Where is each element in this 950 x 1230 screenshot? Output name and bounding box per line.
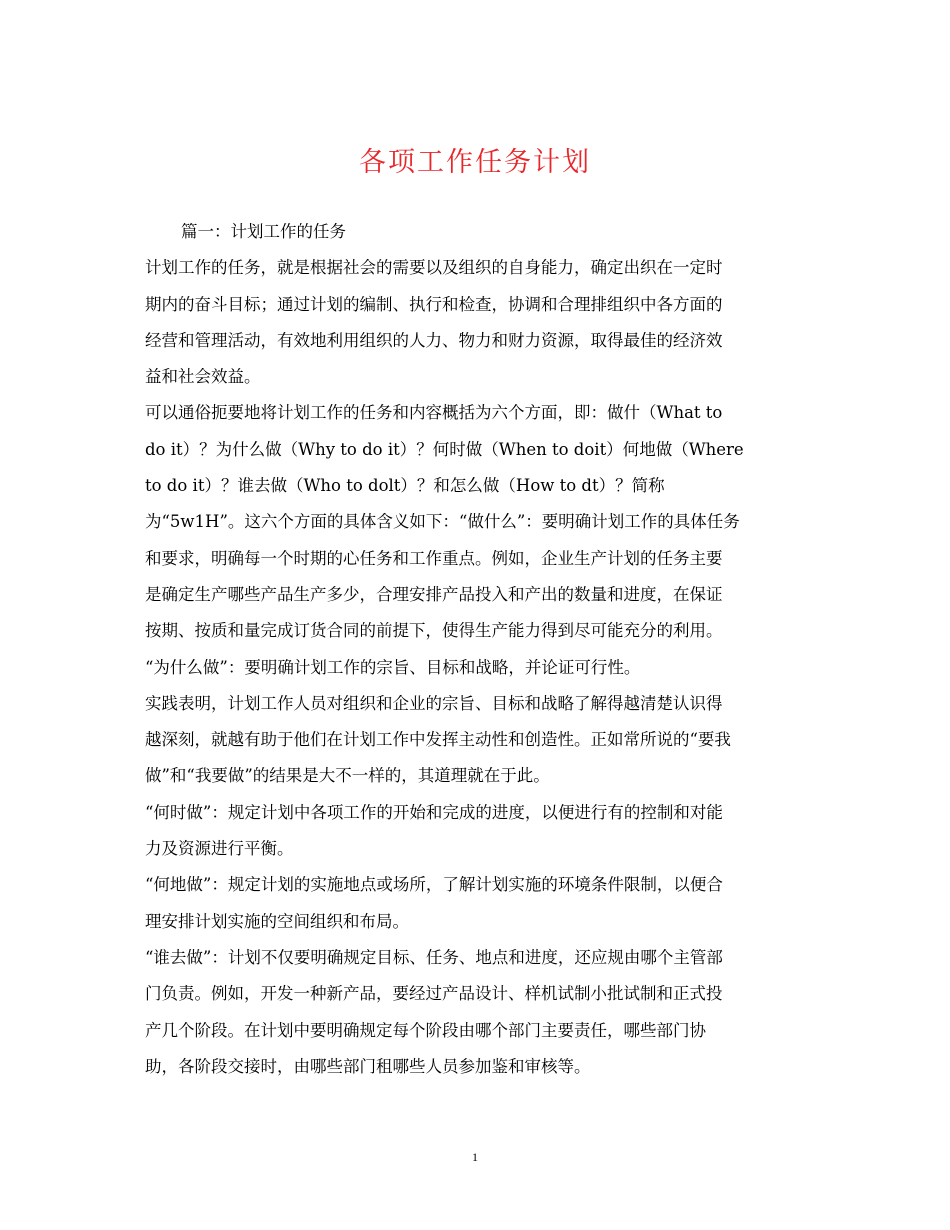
paragraph-line: 按期、按质和量完成订货合同的前提下，使得生产能力得到尽可能充分的利用。 <box>145 621 723 641</box>
paragraph-line: 可以通俗扼要地将计划工作的任务和内容概括为六个方面，即：做什（What to <box>145 403 723 423</box>
paragraph-line: to do it）？谁去做（Who to dolt）？和怎么做（How to dt）？简称 <box>145 476 665 496</box>
paragraph-line: 越深刻，就越有助于他们在计划工作中发挥主动性和创造性。正如常所说的“要我 <box>145 730 731 750</box>
paragraph-line: 为“5w1H”。这六个方面的具体含义如下：“做什么”：要明确计划工作的具体任务 <box>145 512 740 532</box>
paragraph-line: 理安排计划实施的空间组织和布局。 <box>145 911 409 931</box>
paragraph-line: 是确定生产哪些产品生产多少，合理安排产品投入和产出的数量和进度，在保证 <box>145 584 723 604</box>
paragraph-line: “何时做”：规定计划中各项工作的开始和完成的进度，以便进行有的控制和对能 <box>145 802 723 822</box>
section-heading: 篇一：计划工作的任务 <box>181 222 346 241</box>
paragraph-line: 力及资源进行平衡。 <box>145 839 294 859</box>
paragraph-line: 益和社会效益。 <box>145 367 261 387</box>
paragraph-line: 实践表明，计划工作人员对组织和企业的宗旨、目标和战略了解得越清楚认识得 <box>145 693 723 713</box>
paragraph-line: 门负责。例如，开发一种新产品，要经过产品设计、样机试制小批试制和正式投 <box>145 984 723 1004</box>
paragraph-line: 和要求，明确每一个时期的心任务和工作重点。例如，企业生产计划的任务主要 <box>145 548 723 568</box>
paragraph-line: 经营和管理活动，有效地利用组织的人力、物力和财力资源，取得最佳的经济效 <box>145 330 723 350</box>
paragraph-line: 助，各阶段交接时，由哪些部门租哪些人员参加鉴和审核等。 <box>145 1056 591 1076</box>
paragraph-line: do it）？为什么做（Why to do it）？何时做（When to doit）何地做（Where <box>145 439 744 459</box>
page-number: 1 <box>472 1150 478 1164</box>
paragraph-line: “何地做”：规定计划的实施地点或场所，了解计划实施的环境条件限制，以便合 <box>145 875 723 895</box>
paragraph-line: 做”和“我要做”的结果是大不一样的，其道理就在于此。 <box>145 766 550 786</box>
paragraph-line: 产几个阶段。在计划中要明确规定每个阶段由哪个部门主要责任，哪些部门协 <box>145 1020 706 1040</box>
document-body <box>145 214 810 1085</box>
paragraph-line: 计划工作的任务，就是根据社会的需要以及组织的自身能力，确定出织在一定时 <box>145 258 723 278</box>
paragraph-line: “为什么做”：要明确计划工作的宗旨、目标和战略，并论证可行性。 <box>145 657 641 677</box>
document-title: 各项工作任务计划 <box>359 147 591 178</box>
paragraph-line: “谁去做”：计划不仅要明确规定目标、任务、地点和进度，还应规由哪个主管部 <box>145 947 723 967</box>
paragraph-line: 期内的奋斗目标；通过计划的编制、执行和检查，协调和合理排组织中各方面的 <box>145 294 723 314</box>
